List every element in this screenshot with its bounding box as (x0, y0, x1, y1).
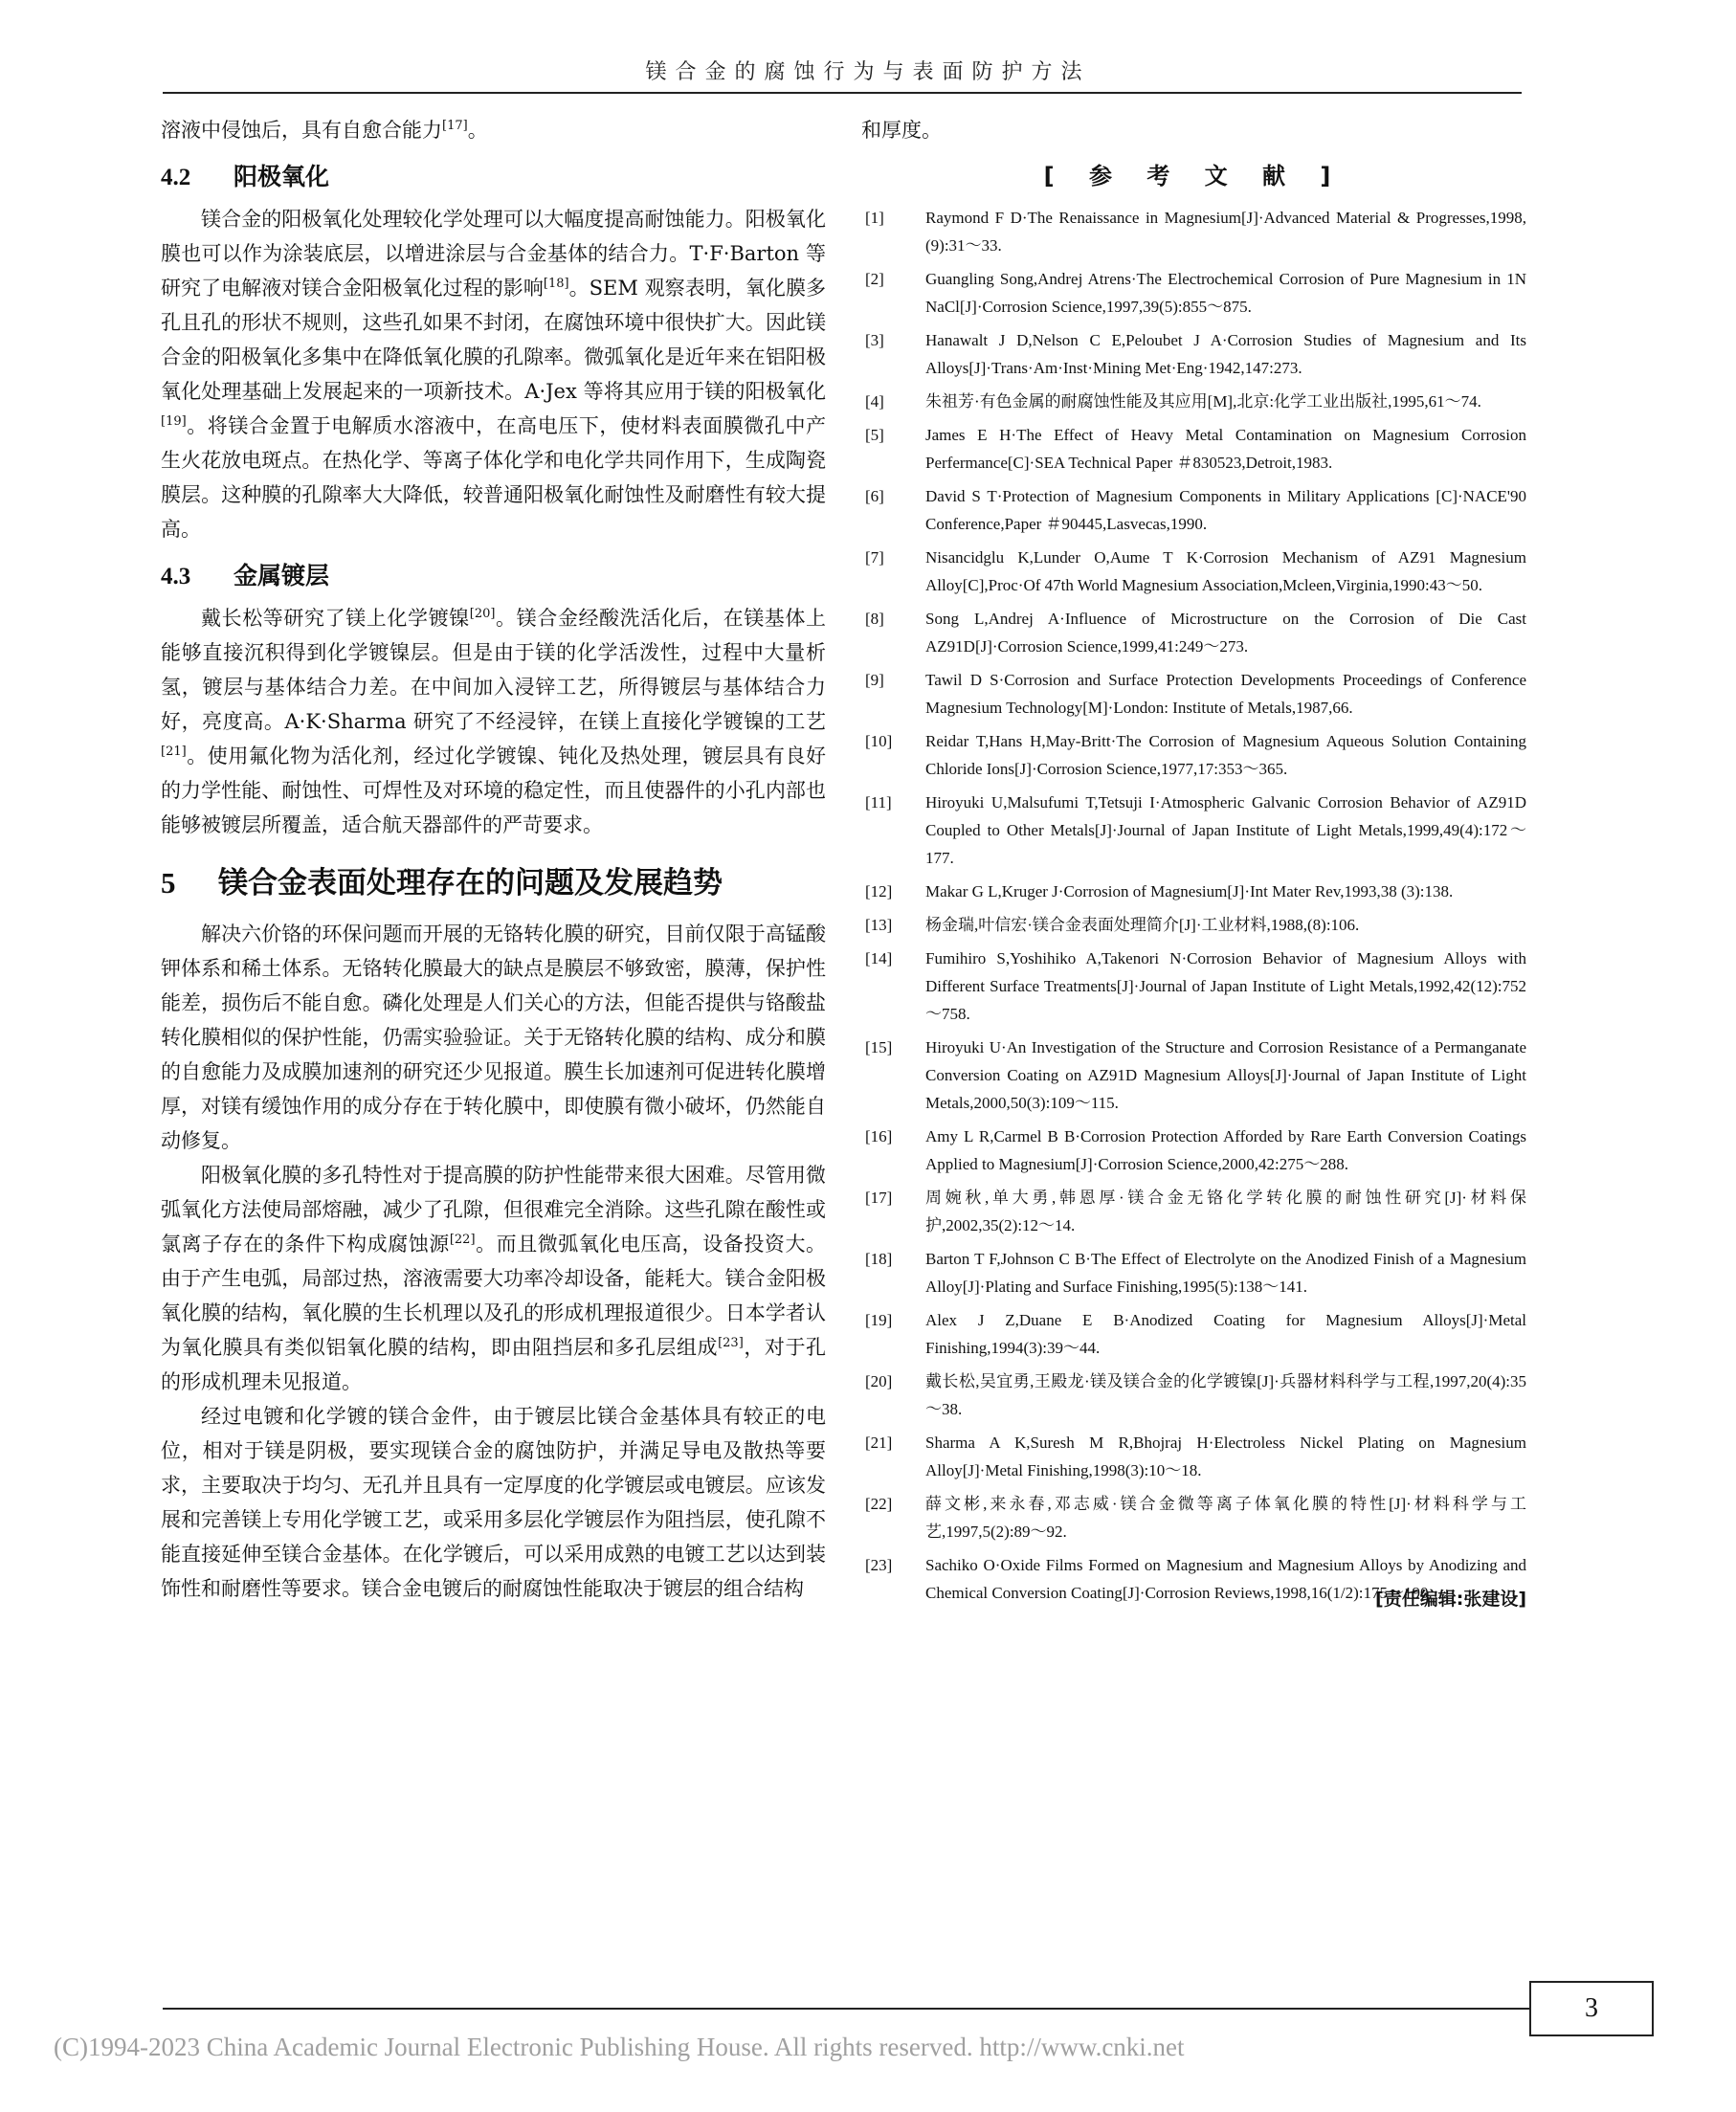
right-column (861, 113, 1526, 1611)
reference-text: David S T·Protection of Magnesium Components in Military Applications [C]·NACE'90 Conference,Paper ＃90445,Lasvecas,1990. (925, 487, 1526, 533)
reference-list (861, 204, 1526, 1607)
continuation-text: 和厚度。 (861, 119, 942, 142)
reference-item (861, 421, 1526, 477)
reference-item (861, 1306, 1526, 1362)
reference-item (861, 911, 1526, 939)
paragraph-text: 。将镁合金置于电解质水溶液中，在高电压下，使材料表面膜微孔中产生火花放电斑点。在热化学、等离子体化学和电化学共同作用下，生成陶瓷膜层。这种膜的孔隙率大大降低，较普通阳极氧化耐蚀性及耐磨性有较大提高。 (161, 414, 826, 541)
reference-number: [23] (865, 1556, 893, 1574)
citation-mark[interactable]: [20] (469, 607, 496, 621)
section-heading-4-3 (161, 560, 826, 593)
section-number: 4.2 (161, 165, 191, 190)
intro-text-end: 。 (467, 119, 488, 142)
reference-number: [4] (865, 392, 884, 411)
paragraph-text: 。使用氟化物为活化剂，经过化学镀镍、钝化及热处理，镀层具有良好的力学性能、耐蚀性、可焊性及对环境的稳定性，而且使器件的小孔内部也能够被镀层所覆盖，适合航天器部件的严苛要求。 (161, 745, 826, 836)
reference-text: Reidar T,Hans H,May-Britt·The Corrosion of Magnesium Aqueous Solution Containing Chloride Ions[J]·Corrosion Science,1977,17:353～365. (925, 732, 1526, 778)
footer-rule (163, 2008, 1529, 2010)
citation-mark[interactable]: [19] (161, 414, 187, 429)
reference-item (861, 1367, 1526, 1423)
reference-number: [18] (865, 1250, 893, 1268)
citation-mark[interactable]: [21] (161, 745, 187, 759)
reference-number: [8] (865, 610, 884, 628)
reference-item (861, 1490, 1526, 1545)
section-title: 金属镀层 (234, 562, 330, 589)
reference-number: [16] (865, 1127, 893, 1145)
paragraph-porosity (161, 1158, 826, 1399)
reference-text: Fumihiro S,Yoshihiko A,Takenori N·Corrosion Behavior of Magnesium Alloys with Different Surface Treatments[J]·Journal of Japan Institute of Light Metals,1992,42(12):752～758. (925, 949, 1526, 1023)
reference-text: Hiroyuki U,Malsufumi T,Tetsuji I·Atmospheric Galvanic Corrosion Behavior of AZ91D Coupled to Other Metals[J]·Journal of Japan Institute of Light Metals,1999,49(4):172～177. (925, 793, 1526, 867)
reference-text: 戴长松,吴宜勇,王殿龙·镁及镁合金的化学镀镍[J]·兵器材料科学与工程,1997,20(4):35～38. (925, 1372, 1526, 1418)
reference-number: [12] (865, 882, 893, 900)
reference-text: Raymond F D·The Renaissance in Magnesium[J]·Advanced Material & Progresses,1998,(9):31～33. (925, 209, 1526, 255)
reference-number: [10] (865, 732, 893, 750)
reference-text: Sachiko O·Oxide Films Formed on Magnesium and Magnesium Alloys by Anodizing and Chemical Conversion Coating[J]·Corrosion Reviews,1998,16(1/2):175～190. (925, 1556, 1526, 1602)
reference-number: [15] (865, 1038, 893, 1056)
reference-number: [2] (865, 270, 884, 288)
reference-text: Sharma A K,Suresh M R,Bhojraj H·Electroless Nickel Plating on Magnesium Alloy[J]·Metal Finishing,1998(3):10～18. (925, 1434, 1526, 1479)
reference-item (861, 789, 1526, 872)
paragraph-text: 。镁合金经酸洗活化后，在镁基体上能够直接沉积得到化学镀镍层。但是由于镁的化学活泼性，过程中大量析氢，镀层与基体结合力差。在中间加入浸锌工艺，所得镀层与基体结合力好，亮度高。A·K·Sharma 研究了不经浸锌，在镁上直接化学镀镍的工艺 (161, 607, 827, 733)
reference-item (861, 544, 1526, 599)
reference-item (861, 945, 1526, 1028)
paragraph-text: 戴长松等研究了镁上化学镀镍 (201, 607, 470, 630)
reference-text: 周婉秋,单大勇,韩恩厚·镁合金无铬化学转化膜的耐蚀性研究[J]·材料保护,2002,35(2):12～14. (925, 1189, 1526, 1234)
reference-number: [21] (865, 1434, 893, 1452)
reference-number: [20] (865, 1372, 893, 1390)
reference-number: [6] (865, 487, 884, 505)
section-number: 5 (161, 866, 176, 900)
reference-number: [13] (865, 916, 893, 934)
reference-item (861, 605, 1526, 660)
reference-text: Nisancidglu K,Lunder O,Aume T K·Corrosion Mechanism of AZ91 Magnesium Alloy[C],Proc·Of 47th World Magnesium Association,Mcleen,Virginia,1990:43～50. (925, 548, 1526, 594)
reference-text: Alex J Z,Duane E B·Anodized Coating for Magnesium Alloys[J]·Metal Finishing,1994(3):39～44. (925, 1311, 1526, 1357)
responsible-editor: [责任编辑:张建设] (1375, 1589, 1526, 1610)
section-title: 镁合金表面处理存在的问题及发展趋势 (218, 866, 723, 900)
citation-mark[interactable]: [22] (449, 1233, 476, 1247)
reference-number: [22] (865, 1495, 893, 1513)
reference-number: [11] (865, 793, 892, 811)
reference-item (861, 326, 1526, 382)
running-header: 镁合金的腐蚀行为与表面防护方法 (645, 60, 1091, 84)
paragraph-text: 。而且微弧氧化电压高，设备投资大。由于产生电弧，局部过热，溶液需要大功率冷却设备，能耗大。镁合金阳极氧化膜的结构，氧化膜的生长机理以及孔的形成机理报道很少。日本学者认为氧化膜具有类似铝氧化膜的结构，即由阻挡层和多孔层组成 (161, 1233, 827, 1359)
reference-item (861, 666, 1526, 722)
citation-mark[interactable]: [17] (442, 119, 468, 133)
reference-text: Tawil D S·Corrosion and Surface Protection Developments Proceedings of Conference Magnesium Technology[M]·London: Institute of Metals,1987,66. (925, 671, 1526, 717)
reference-item (861, 388, 1526, 415)
reference-text: Song L,Andrej A·Influence of Microstructure on the Corrosion of Die Cast AZ91D[J]·Corrosion Science,1999,41:249～273. (925, 610, 1526, 656)
reference-item (861, 265, 1526, 321)
reference-item (861, 1551, 1526, 1607)
reference-text: Hanawalt J D,Nelson C E,Peloubet J A·Corrosion Studies of Magnesium and Its Alloys[J]·Trans·Am·Inst·Mining Met·Eng·1942,147:273. (925, 331, 1526, 377)
reference-item (861, 1245, 1526, 1301)
reference-text: Barton T F,Johnson C B·The Effect of Electrolyte on the Anodized Finish of a Magnesium Alloy[J]·Plating and Surface Finishing,1995(5):138～141. (925, 1250, 1526, 1296)
intro-paragraph (161, 113, 826, 147)
citation-mark[interactable]: [18] (543, 277, 569, 291)
section-heading-4-2 (161, 161, 826, 194)
reference-text: 杨金瑞,叶信宏·镁合金表面处理简介[J]·工业材料,1988,(8):106. (925, 916, 1360, 934)
intro-text: 溶液中侵蚀后，具有自愈合能力 (161, 119, 442, 142)
paragraph-anodizing (161, 202, 826, 546)
reference-number: [14] (865, 949, 893, 967)
reference-item (861, 1034, 1526, 1117)
reference-number: [7] (865, 548, 884, 567)
copyright-watermark: (C)1994-2023 China Academic Journal Electronic Publishing House. All rights reserved. http://www.cnki.net (54, 2033, 1185, 2061)
citation-mark[interactable]: [23] (718, 1336, 744, 1350)
left-column (161, 113, 826, 1606)
reference-item (861, 727, 1526, 783)
reference-text: Amy L R,Carmel B B·Corrosion Protection Afforded by Rare Earth Conversion Coatings Applied to Magnesium[J]·Corrosion Science,2000,42:275～288. (925, 1127, 1526, 1173)
paragraph-text: 镁合金的阳极氧化处理较化学处理可以大幅度提高耐蚀能力。阳极氧化膜也可以作为涂装底层，以增进涂层与合金基体的结合力。T·F·Barton 等研究了电解液对镁合金阳极氧化过程的影响 (161, 208, 826, 300)
references-heading: [ 参 考 文 献 ] (1043, 163, 1345, 189)
reference-number: [9] (865, 671, 884, 689)
reference-item (861, 1429, 1526, 1484)
reference-item (861, 1123, 1526, 1178)
reference-text: 朱祖芳·有色金属的耐腐蚀性能及其应用[M],北京:化学工业出版社,1995,61～74. (925, 392, 1481, 411)
reference-text: 薛文彬,来永春,邓志威·镁合金微等离子体氧化膜的特性[J]·材料科学与工艺,1997,5(2):89～92. (925, 1495, 1526, 1541)
reference-text: Makar G L,Kruger J·Corrosion of Magnesium[J]·Int Mater Rev,1993,38 (3):138. (925, 882, 1454, 900)
header-rule (163, 92, 1522, 94)
reference-text: Guangling Song,Andrej Atrens·The Electrochemical Corrosion of Pure Magnesium in 1N NaCl[J]·Corrosion Science,1997,39(5):855～875. (925, 270, 1526, 316)
reference-item (861, 878, 1526, 905)
reference-item (861, 482, 1526, 538)
section-title: 阳极氧化 (234, 163, 330, 190)
reference-item (861, 1184, 1526, 1239)
reference-number: [19] (865, 1311, 893, 1329)
section-number: 4.3 (161, 564, 191, 589)
reference-number: [5] (865, 426, 884, 444)
paragraph-text: ，对于孔的形成机理未见报道。 (161, 1336, 826, 1393)
reference-number: [17] (865, 1189, 893, 1207)
section-heading-5 (161, 863, 826, 903)
paragraph-text: 阳极氧化膜的多孔特性对于提高膜的防护性能带来很大困难。尽管用微弧氧化方法使局部熔融，减少了孔隙，但很难完全消除。这些孔隙在酸性或氯离子存在的条件下构成腐蚀源 (161, 1164, 826, 1256)
page-number: 3 (1529, 1981, 1654, 2036)
paragraph-metal-plating (161, 601, 826, 842)
reference-number: [1] (865, 209, 884, 227)
reference-number: [3] (865, 331, 884, 349)
reference-item (861, 204, 1526, 259)
reference-text: Hiroyuki U·An Investigation of the Structure and Corrosion Resistance of a Permanganate Conversion Coating on AZ91D Magnesium Alloys[J]·Journal of Japan Institute of Light Metals,2000,50(3):109～115. (925, 1038, 1526, 1112)
paragraph-chromium-free: 解决六价铬的环保问题而开展的无铬转化膜的研究，目前仅限于高锰酸钾体系和稀土体系。无铬转化膜最大的缺点是膜层不够致密，膜薄，保护性能差，损伤后不能自愈。磷化处理是人们关心的方法，但能否提供与铬酸盐转化膜相似的保护性能，仍需实验验证。关于无铬转化膜的结构、成分和膜的自愈能力及成膜加速剂的研究还少见报道。膜生长加速剂可促进转化膜增厚，对镁有缓蚀作用的成分存在于转化膜中，即使膜有微小破坏，仍然能自动修复。 (161, 923, 826, 1152)
paragraph-text: 。SEM 观察表明，氧化膜多孔且孔的形状不规则，这些孔如果不封闭，在腐蚀环境中很快扩大。因此镁合金的阳极氧化多集中在降低氧化膜的孔隙率。微弧氧化是近年来在铝阳极氧化处理基础上发展起来的一项新技术。A·Jex 等将其应用于镁的阳极氧化 (161, 277, 826, 403)
reference-text: James E H·The Effect of Heavy Metal Contamination on Magnesium Corrosion Perfermance[C]·SEA Technical Paper ＃830523,Detroit,1983. (925, 426, 1526, 472)
paragraph-plating-outlook: 经过电镀和化学镀的镁合金件，由于镀层比镁合金基体具有较正的电位，相对于镁是阴极，要实现镁合金的腐蚀防护，并满足导电及散热等要求，主要取决于均匀、无孔并且具有一定厚度的化学镀层或电镀层。应该发展和完善镁上专用化学镀工艺，或采用多层化学镀层作为阻挡层，使孔隙不能直接延伸至镁合金基体。在化学镀后，可以采用成熟的电镀工艺以达到装饰性和耐磨性等要求。镁合金电镀后的耐腐蚀性能取决于镀层的组合结构 (161, 1405, 826, 1600)
